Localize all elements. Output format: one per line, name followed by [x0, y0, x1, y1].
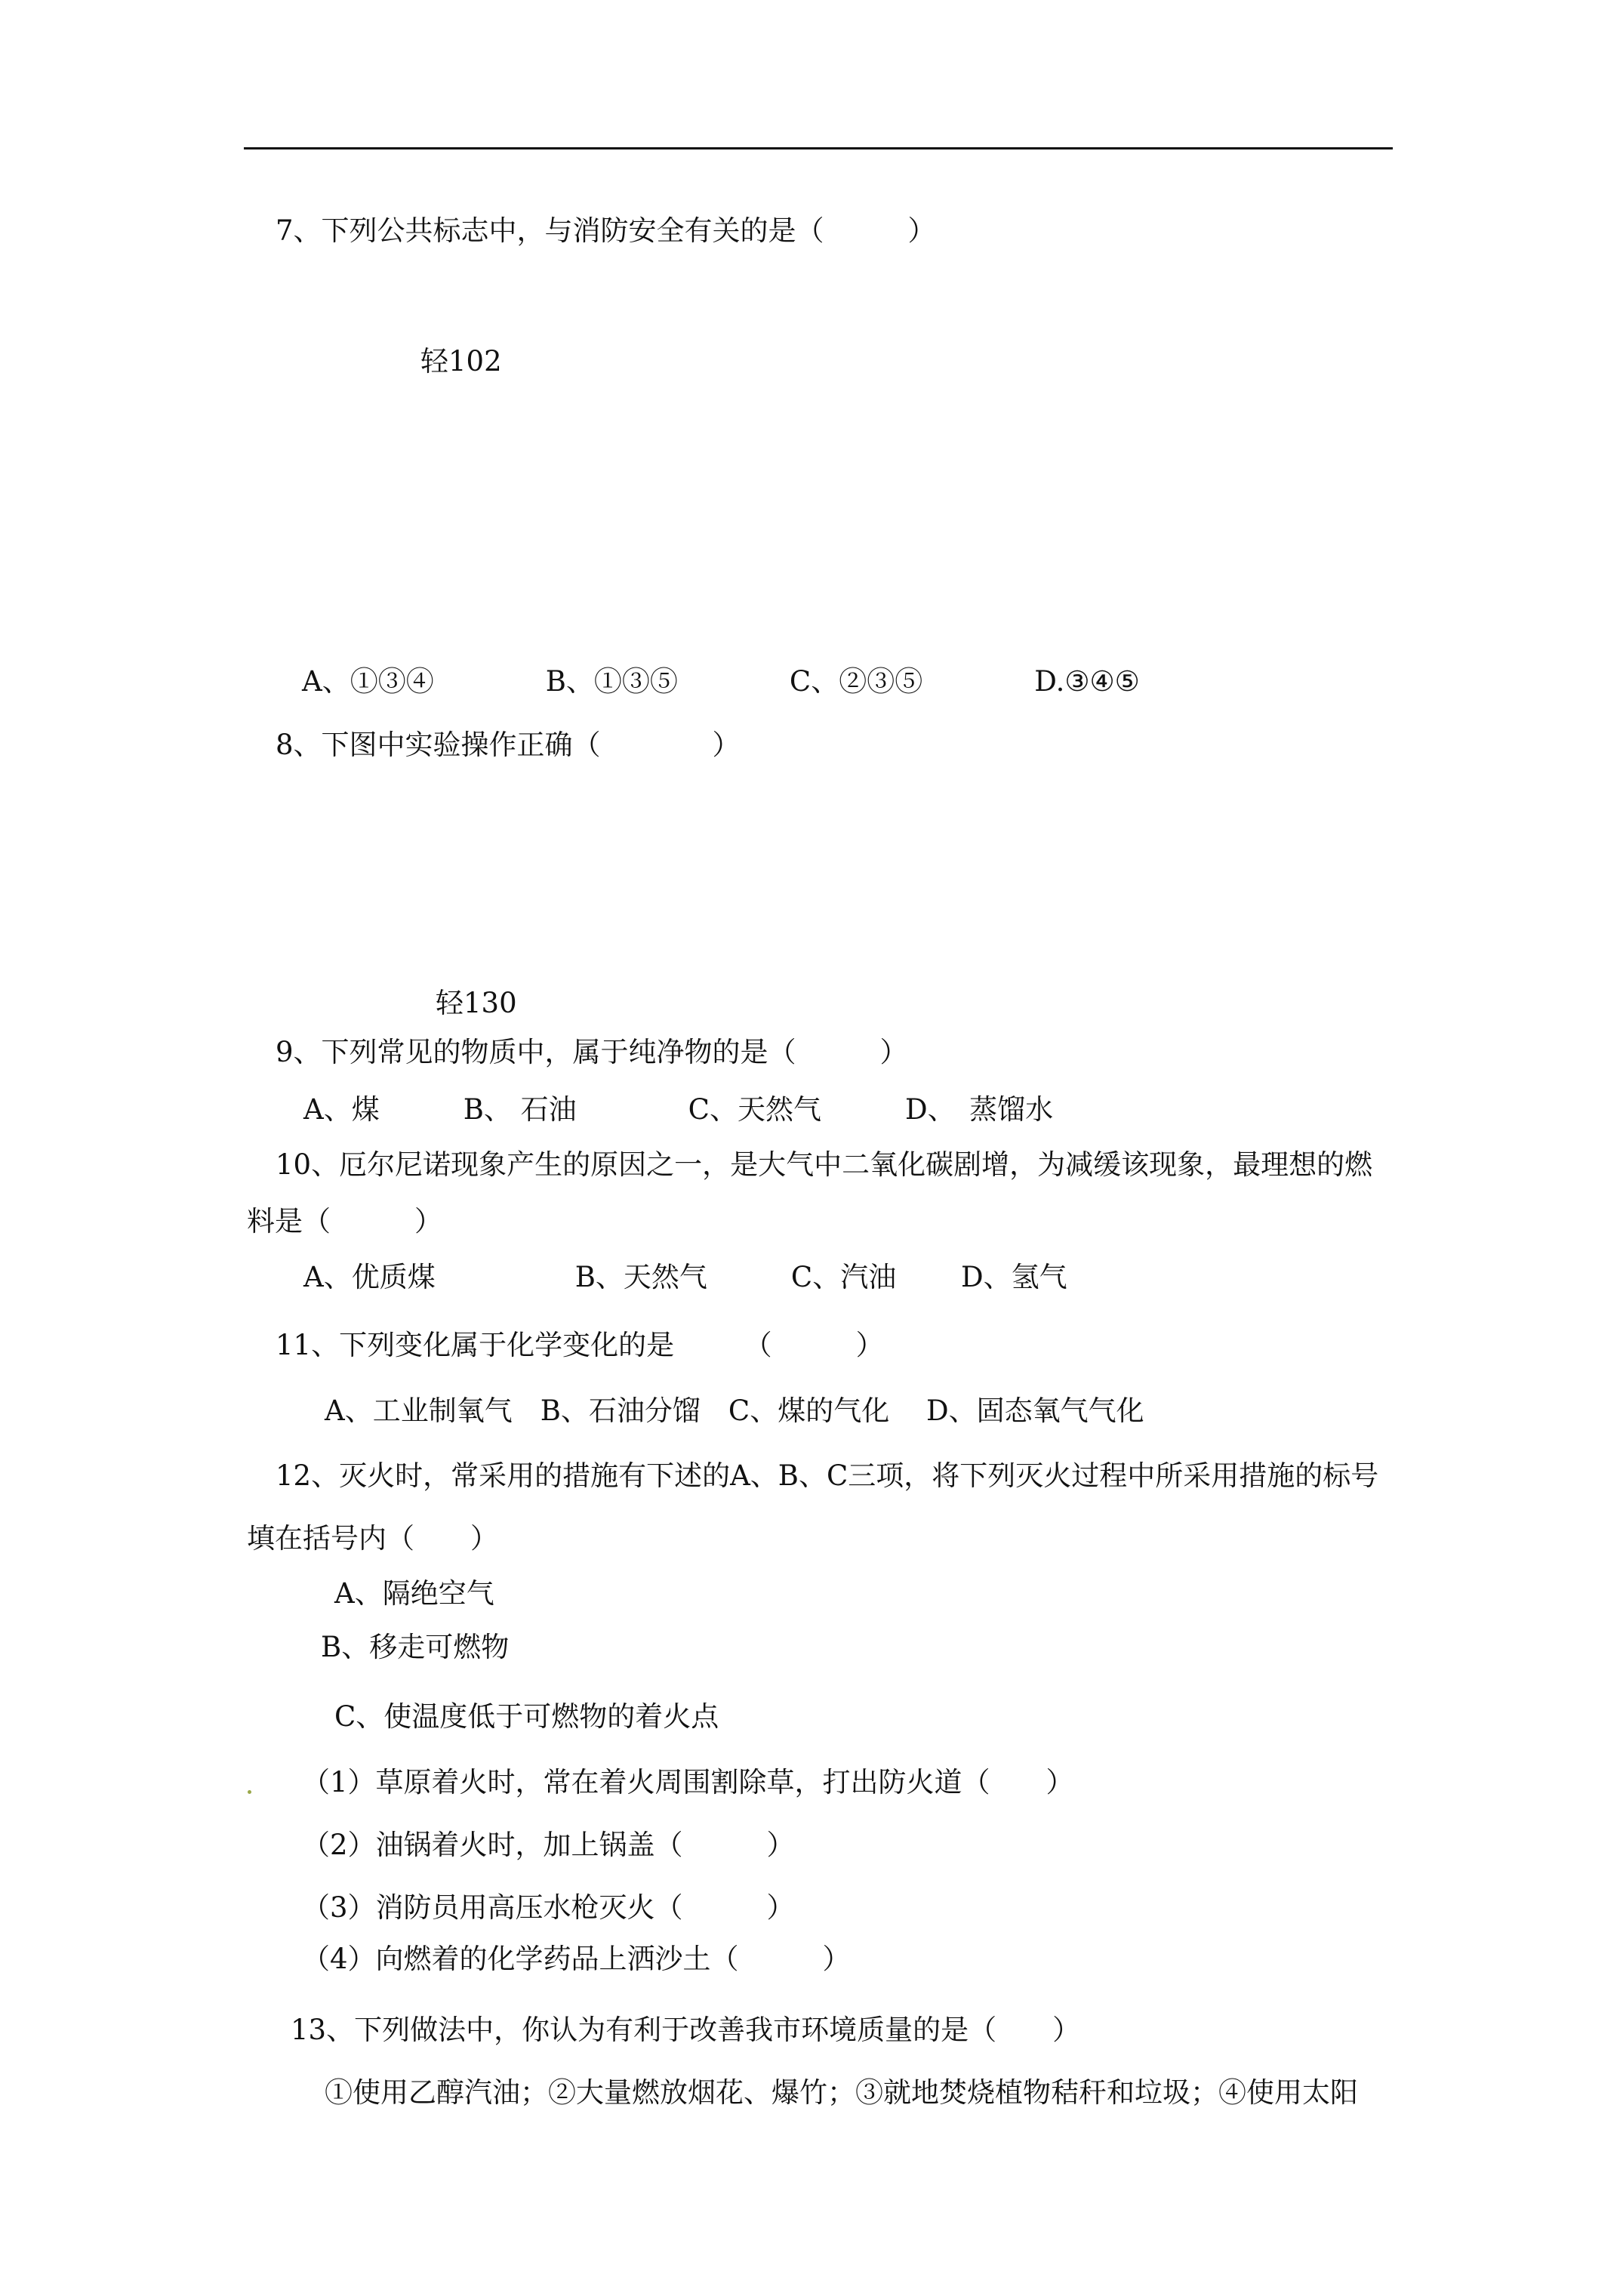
q9-options: A、煤 B、 石油 C、天然气 D、 蒸馏水 [303, 1093, 1054, 1126]
q12-measure-b: B、移走可燃物 [321, 1631, 510, 1663]
q13-stem: 13、下列做法中，你认为有利于改善我市环境质量的是（ ） [291, 2014, 1081, 2046]
q13-items-line1: ①使用乙醇汽油；②大量燃放烟花、爆竹；③就地焚烧植物秸秆和垃圾；④使用太阳 [325, 2076, 1358, 2109]
q8-image-label: 轻130 [436, 987, 517, 1019]
q10-stem-line2: 料是（ ） [247, 1205, 442, 1237]
q12-measure-c: C、使温度低于可燃物的着火点 [334, 1700, 719, 1733]
q11-options: A、工业制氧气 B、石油分馏 C、煤的气化 D、固态氧气气化 [325, 1395, 1144, 1427]
header-rule [244, 147, 1393, 149]
q7-stem: 7、下列公共标志中，与消防安全有关的是（ ） [276, 214, 936, 247]
q12-item-2: （2）油锅着火时，加上锅盖（ ） [302, 1829, 795, 1861]
q9-stem: 9、下列常见的物质中，属于纯净物的是（ ） [276, 1036, 908, 1068]
q8-stem: 8、下图中实验操作正确（ ） [276, 729, 741, 761]
q7-options: A、①③④ B、①③⑤ C、②③⑤ D.③④⑤ [302, 665, 1140, 698]
q7-image-label: 轻102 [420, 345, 502, 378]
q12-measure-a: A、隔绝空气 [334, 1577, 494, 1610]
q12-item-3: （3）消防员用高压水枪灭火（ ） [302, 1891, 795, 1924]
q11-stem: 11、下列变化属于化学变化的是 （ ） [276, 1329, 884, 1361]
q12-stem-line1: 12、灭火时，常采用的措施有下述的A、B、C三项，将下列灭火过程中所采用措施的标号 [276, 1459, 1379, 1492]
q10-stem-line1: 10、厄尔尼诺现象产生的原因之一，是大气中二氧化碳剧增，为减缓该现象，最理想的燃 [276, 1148, 1373, 1181]
q12-item-1: （1）草原着火时，常在着火周围割除草，打出防火道（ ） [302, 1766, 1074, 1798]
q12-stem-line2: 填在括号内（ ） [247, 1522, 498, 1555]
scan-speck [248, 1790, 251, 1794]
q12-item-4: （4）向燃着的化学药品上洒沙土（ ） [302, 1943, 851, 1975]
q10-options: A、优质煤 B、天然气 C、汽油 D、氢气 [303, 1261, 1067, 1293]
